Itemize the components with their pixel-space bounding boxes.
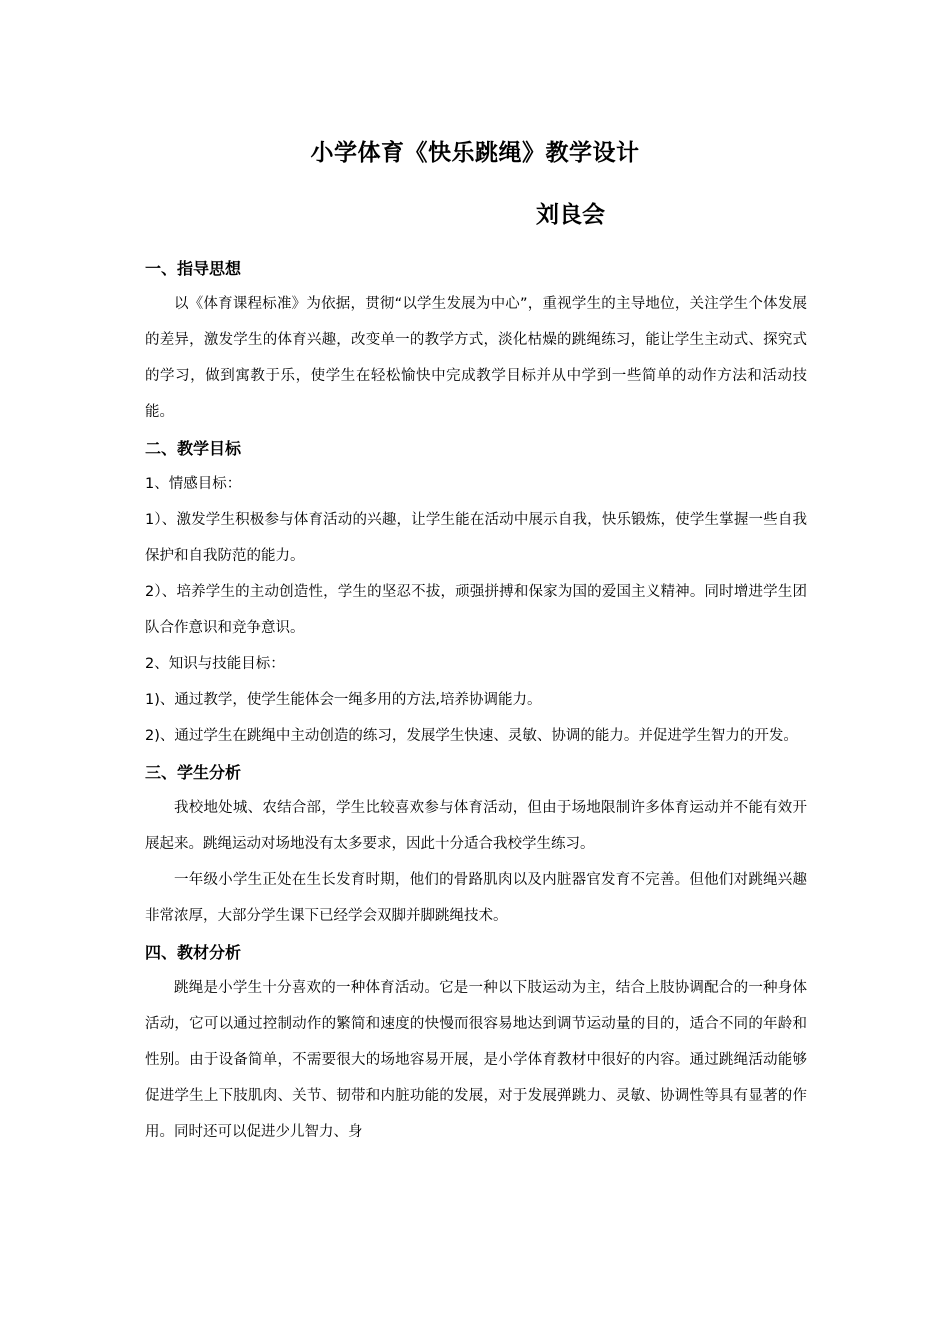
section-heading-guiding-ideology: 一、指导思想 [145, 259, 242, 278]
paragraph: 我校地处城、农结合部，学生比较喜欢参与体育活动，但由于场地限制许多体育运动并不能有效开展起来。跳绳运动对场地没有太多要求，因此十分适合我校学生练习。 [145, 800, 807, 852]
paragraph: 2、知识与技能目标： [145, 656, 285, 672]
paragraph: 一年级小学生正处在生长发育时期，他们的骨路肌肉以及内脏器官发育不完善。但他们对跳绳兴趣非常浓厚，大部分学生课下已经学会双脚并脚跳绳技术。 [145, 872, 807, 924]
document-author: 刘良会 [536, 202, 605, 228]
document-title: 小学体育《快乐跳绳》教学设计 [310, 140, 640, 166]
paragraph: 1、情感目标： [145, 476, 242, 492]
paragraph: 1)、通过教学，使学生能体会一绳多用的方法,培养协调能力。 [145, 692, 542, 708]
paragraph: 跳绳是小学生十分喜欢的一种体育活动。它是一种以下肢运动为主，结合上肢协调配合的一种身体活动，它可以通过控制动作的繁简和速度的快慢而很容易地达到调节运动量的目的，适合不同的年龄和性别。由于设备简单，不需要很大的场地容易开展，是小学体育教材中很好的内容。通过跳绳活动能够促进学生上下肢肌肉、关节、韧带和内脏功能的发展，对于发展弹跳力、灵敏、协调性等具有显著的作用。同时还可以促进少儿智力、身 [145, 980, 807, 1140]
document-body [145, 252, 807, 1150]
paragraph: 以《体育课程标准》为依据，贯彻“以学生发展为中心”，重视学生的主导地位，关注学生个体发展的差异，激发学生的体育兴趣，改变单一的教学方式，淡化枯燥的跳绳练习，能让学生主动式、探究式的学习，做到寓教于乐，使学生在轻松愉快中完成教学目标并从中学到一些简单的动作方法和活动技能。 [145, 296, 807, 420]
section-heading-teaching-goals: 二、教学目标 [145, 439, 242, 458]
paragraph: 2)、通过学生在跳绳中主动创造的练习，发展学生快速、灵敏、协调的能力。并促进学生智力的开发。 [145, 728, 798, 744]
section-heading-material-analysis: 四、教材分析 [145, 943, 242, 962]
paragraph: 1）、激发学生积极参与体育活动的兴趣，让学生能在活动中展示自我，快乐锻炼，使学生掌握一些自我保护和自我防范的能力。 [145, 512, 807, 564]
paragraph: 2）、培养学生的主动创造性，学生的坚忍不拔，顽强拼搏和保家为国的爱国主义精神。同时增进学生团队合作意识和竞争意识。 [145, 584, 807, 636]
section-heading-student-analysis: 三、学生分析 [145, 763, 242, 782]
